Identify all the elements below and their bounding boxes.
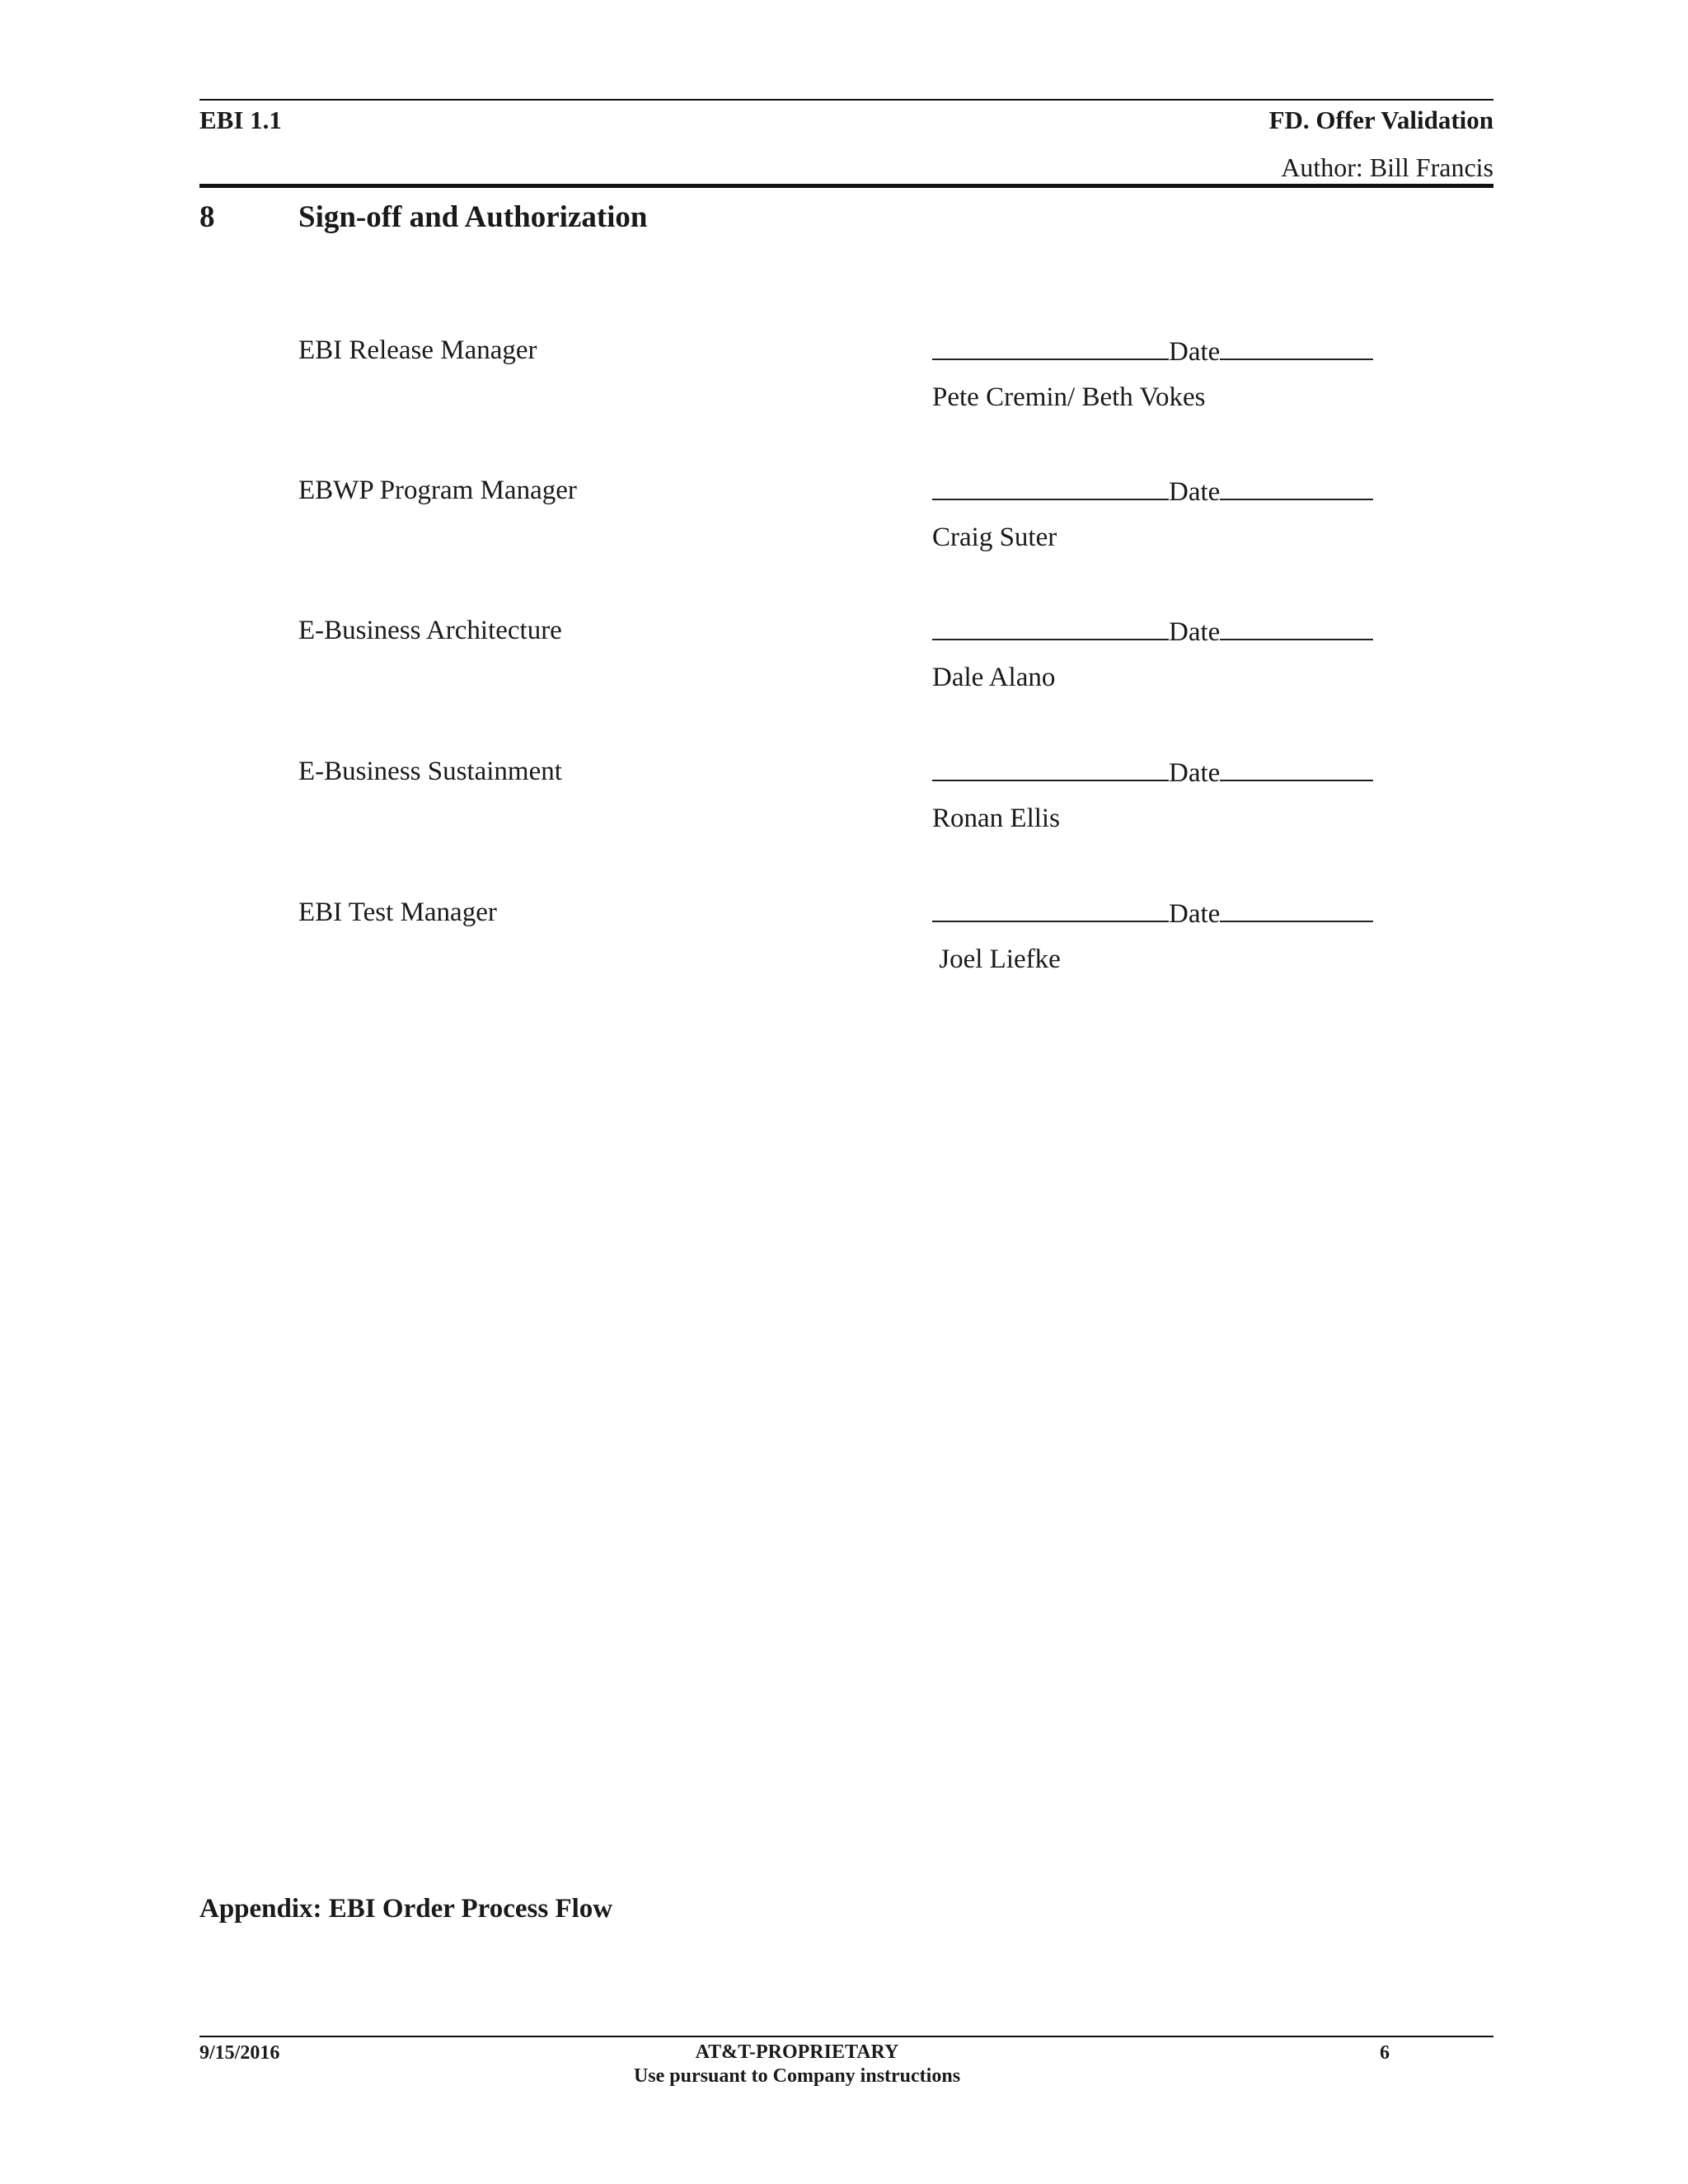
signoff-role: E-Business Architecture: [298, 616, 562, 645]
date-label: Date: [1169, 899, 1221, 929]
signature-line[interactable]: [932, 474, 1373, 509]
footer-date: 9/15/2016: [199, 2042, 280, 2064]
date-blank[interactable]: [1220, 334, 1373, 360]
signature-blank[interactable]: [932, 755, 1169, 781]
header-author: Author: Bill Francis: [1281, 152, 1493, 182]
signature-blank[interactable]: [932, 474, 1169, 500]
date-blank[interactable]: [1220, 755, 1373, 781]
signature-blank[interactable]: [932, 896, 1169, 922]
header-bottom-rule: [199, 184, 1493, 188]
date-label: Date: [1169, 758, 1221, 788]
signoff-role: EBWP Program Manager: [298, 476, 577, 505]
signoff-person: Pete Cremin/ Beth Vokes: [932, 382, 1206, 412]
footer-rule: [199, 2036, 1493, 2037]
signoff-person: Ronan Ellis: [932, 804, 1060, 833]
signoff-role: E-Business Sustainment: [298, 757, 562, 786]
appendix-title: Appendix: EBI Order Process Flow: [199, 1894, 613, 1924]
date-label: Date: [1169, 337, 1221, 367]
signoff-row: [0, 334, 1688, 433]
signature-line[interactable]: [932, 755, 1373, 790]
date-label: Date: [1169, 477, 1221, 507]
section-title: Sign-off and Authorization: [298, 200, 648, 234]
footer-notice: Use pursuant to Company instructions: [633, 2065, 961, 2087]
header-top-rule: [199, 99, 1493, 101]
signoff-row: [0, 614, 1688, 713]
footer-page-number: 6: [1380, 2042, 1390, 2064]
signature-line[interactable]: [932, 334, 1373, 368]
date-blank[interactable]: [1220, 896, 1373, 922]
signoff-row: [0, 896, 1688, 995]
date-blank[interactable]: [1220, 474, 1373, 500]
footer-classification: AT&T-PROPRIETARY: [695, 2041, 899, 2063]
signature-line[interactable]: [932, 896, 1373, 930]
signoff-role: EBI Test Manager: [298, 898, 497, 927]
header-doc-title: FD. Offer Validation: [1268, 105, 1493, 134]
signoff-row: [0, 755, 1688, 854]
signoff-row: [0, 474, 1688, 573]
date-label: Date: [1169, 617, 1221, 647]
header-doc-id: EBI 1.1: [199, 105, 282, 134]
signoff-person: Craig Suter: [932, 523, 1057, 552]
signature-line[interactable]: [932, 614, 1373, 649]
signoff-person: Dale Alano: [932, 663, 1056, 692]
signature-blank[interactable]: [932, 334, 1169, 360]
section-number: 8: [199, 200, 215, 234]
signature-blank[interactable]: [932, 614, 1169, 640]
signoff-person: Joel Liefke: [932, 944, 1061, 974]
footer-notice-block: [577, 2041, 1017, 2088]
date-blank[interactable]: [1220, 614, 1373, 640]
signoff-role: EBI Release Manager: [298, 335, 537, 365]
